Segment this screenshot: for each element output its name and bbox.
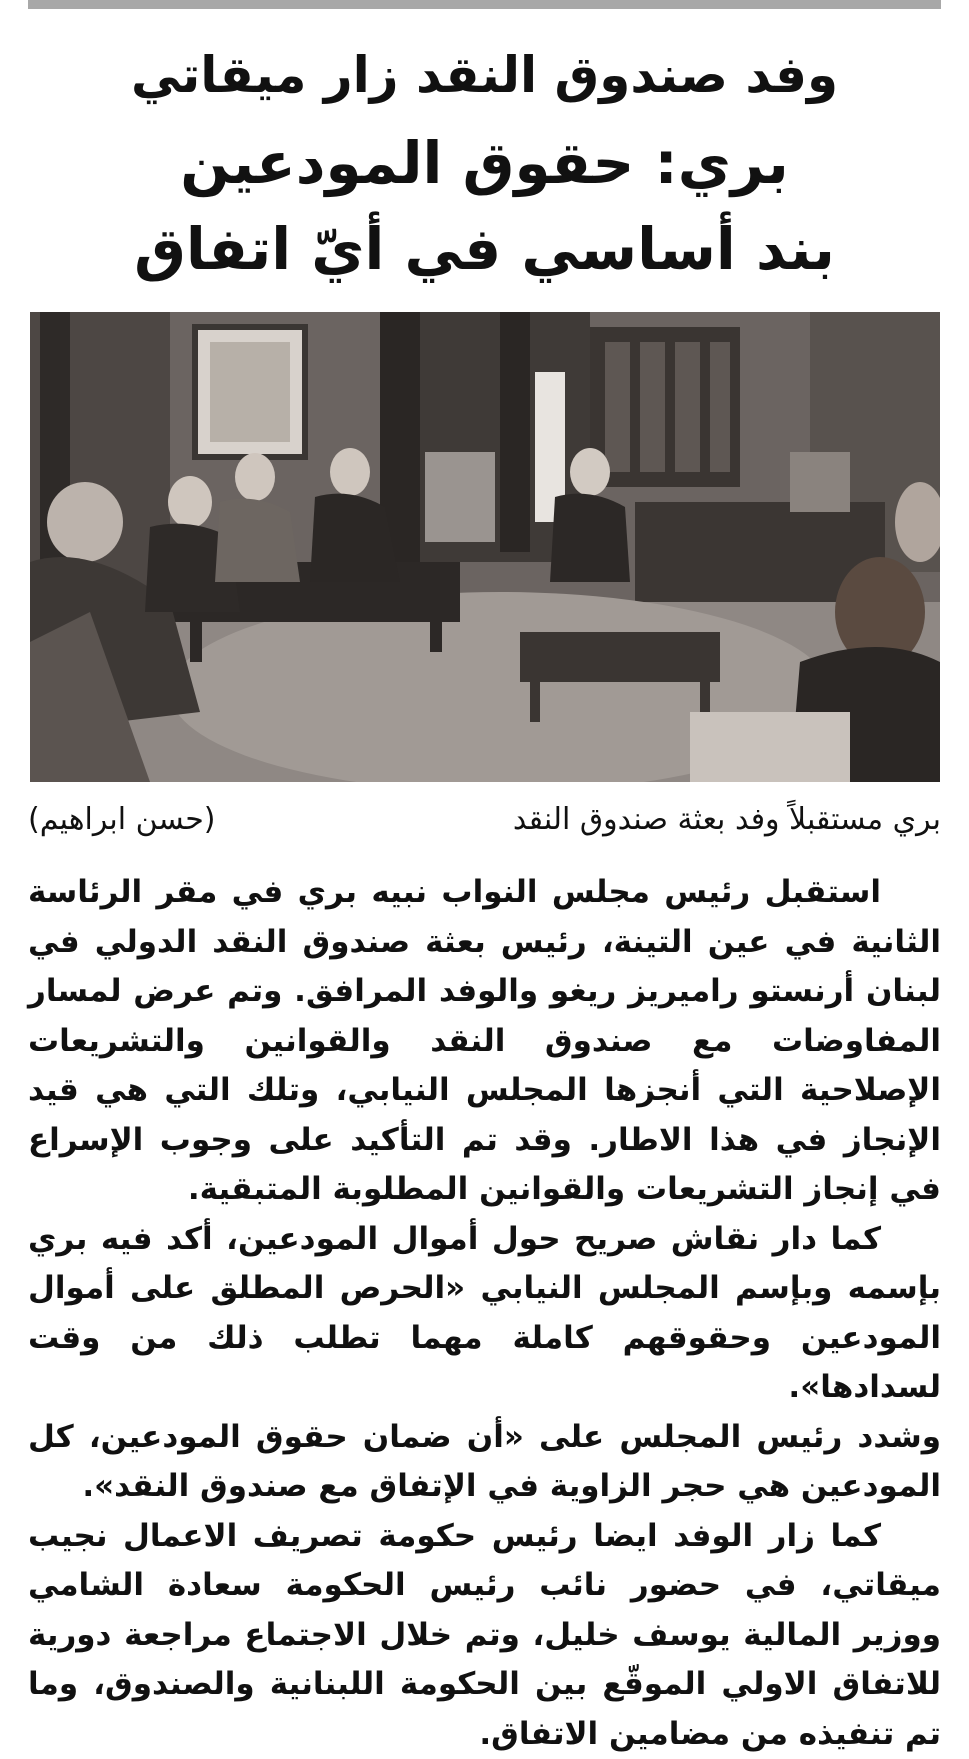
article-paragraph-3: وشدد رئيس المجلس على «أن ضمان حقوق المودعين، كل المودعين هي حجر الزاوية في الإتفاق مع صندوق النقد». (28, 1413, 941, 1512)
article-paragraph-2: كما دار نقاش صريح حول أموال المودعين، أكد فيه بري بإسمه وبإسم المجلس النيابي «الحرص المطلق على أموال المودعين وحقوقهم كاملة مهما تطلب ذلك من وقت لسدادها». (28, 1215, 941, 1413)
top-rule (28, 0, 941, 9)
meeting-photo (30, 312, 940, 782)
photo-credit: (حسن ابراهيم) (28, 795, 216, 845)
meeting-photo-illustration (30, 312, 940, 782)
article-paragraph-1: استقبل رئيس مجلس النواب نبيه بري في مقر الرئاسة الثانية في عين التينة، رئيس بعثة صندوق النقد الدولي في لبنان أرنستو راميريز ريغو والوفد المرافق. وتم عرض لمسار المفاوضات مع صندوق النقد والقوانين والتشريعات الإصلاحية التي أنجزها المجلس النيابي، وتلك التي هي قيد الإنجاز في هذا الاطار. وقد تم التأكيد على وجوب الإسراع في إنجاز التشريعات والقوانين المطلوبة المتبقية. (28, 868, 941, 1215)
headline-line-1: وفد صندوق النقد زار ميقاتي (28, 40, 941, 110)
headline-line-3: بند أساسي في أيّ اتفاق (28, 208, 941, 290)
headline-line-2: بري: حقوق المودعين (28, 122, 941, 204)
article-paragraph-4: كما زار الوفد ايضا رئيس حكومة تصريف الاعمال نجيب ميقاتي، في حضور نائب رئيس الحكومة سعادة الشامي ووزير المالية يوسف خليل، وتم خلال الاجتماع مراجعة دورية للاتفاق الاولي الموقّع بين الحكومة اللبنانية والصندوق، وما تم تنفيذه من مضامين الاتفاق. (28, 1512, 941, 1759)
caption-text: بري مستقبلاً وفد بعثة صندوق النقد (513, 795, 941, 845)
article-body (28, 868, 941, 1759)
photo-caption (28, 795, 941, 845)
